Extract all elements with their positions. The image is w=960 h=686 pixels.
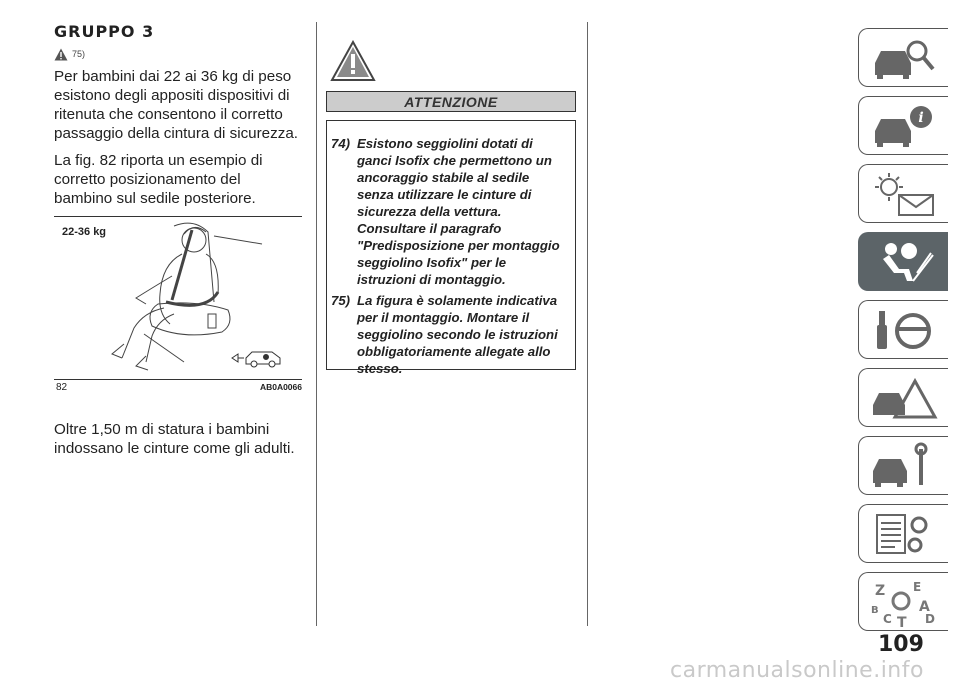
- tab-seat-airbag[interactable]: [858, 232, 948, 291]
- column-divider-2: [587, 22, 588, 626]
- specs-gear-icon: [869, 509, 939, 559]
- tab-dashboard-lights[interactable]: [858, 164, 948, 223]
- paragraph-1: Per bambini dai 22 ai 36 kg di peso esistono degli appositi dispositivi di ritenuta che consentono il corretto passaggio della cintura di sicurezza.: [54, 68, 298, 142]
- svg-text:B: B: [871, 605, 879, 616]
- column-divider-1: [316, 22, 317, 626]
- paragraph-2: La fig. 82 riporta un esempio di corretto posizionamento del bambino sul sedile posteriore.: [54, 152, 263, 207]
- figure-number: 82: [56, 382, 68, 393]
- page-number: 109: [878, 632, 924, 657]
- warning-header: ATTENZIONE: [326, 91, 576, 112]
- svg-text:T: T: [897, 615, 907, 627]
- tab-specs-gear[interactable]: [858, 504, 948, 563]
- svg-text:D: D: [925, 612, 935, 626]
- seat-airbag-icon: [869, 237, 939, 287]
- svg-text:E: E: [913, 580, 922, 594]
- key-steering-icon: [869, 305, 939, 355]
- alphabet-index-icon: [869, 577, 939, 627]
- warning-reference-number: 75): [72, 49, 86, 59]
- left-column: [54, 22, 302, 208]
- warning-box: [326, 120, 576, 376]
- svg-text:Z: Z: [875, 583, 886, 599]
- warning-note-74: [331, 135, 567, 288]
- section-title: GRUPPO 3: [54, 22, 155, 41]
- warning-triangle-icon: [54, 48, 68, 61]
- car-wrench-icon: [869, 441, 939, 491]
- tab-car-search[interactable]: [858, 28, 948, 87]
- warning-note-75: [331, 292, 567, 377]
- left-column-bottom: [54, 414, 302, 458]
- figure-82: [54, 216, 302, 396]
- tab-car-info[interactable]: [858, 96, 948, 155]
- tab-alphabet-index[interactable]: [858, 572, 948, 631]
- car-info-icon: [869, 101, 939, 151]
- paragraph-3: Oltre 1,50 m di statura i bambini indossano le cinture come gli adulti.: [54, 421, 295, 457]
- warning-triangle-icon: [330, 40, 376, 82]
- note-number: 74): [331, 136, 351, 151]
- svg-text:C: C: [883, 612, 892, 626]
- note-text: Esistono seggiolini dotati di ganci Isofix che permettono un ancoraggio stabile al sedile senza utilizzare le cinture di sicurezza della vettura. Consultare il paragrafo "Predisposizione per montaggio seggiolino Isofix" per le istruzioni di montaggio.: [357, 136, 560, 287]
- dashboard-lights-icon: [869, 169, 939, 219]
- warning-reference: [54, 47, 302, 61]
- tab-warning-triangle[interactable]: [858, 368, 948, 427]
- svg-text:i: i: [918, 110, 924, 126]
- figure-code: AB0A0066: [259, 382, 302, 392]
- note-number: 75): [331, 293, 351, 308]
- child-seat-illustration: [54, 216, 302, 379]
- watermark: carmanualsonline.info: [670, 658, 924, 683]
- figure-bottom-rule: [54, 379, 302, 380]
- tab-car-wrench[interactable]: [858, 436, 948, 495]
- warning-triangle-icon: [869, 373, 939, 423]
- note-text: La figura è solamente indicativa per il montaggio. Montare il seggiolino secondo le istruzioni obbligatoriamente allegate allo stesso.: [357, 293, 558, 376]
- tab-key-steering[interactable]: [858, 300, 948, 359]
- figure-weight-label: 22-36 kg: [62, 226, 107, 238]
- svg-text:A: A: [919, 599, 930, 615]
- car-search-icon: [869, 33, 939, 83]
